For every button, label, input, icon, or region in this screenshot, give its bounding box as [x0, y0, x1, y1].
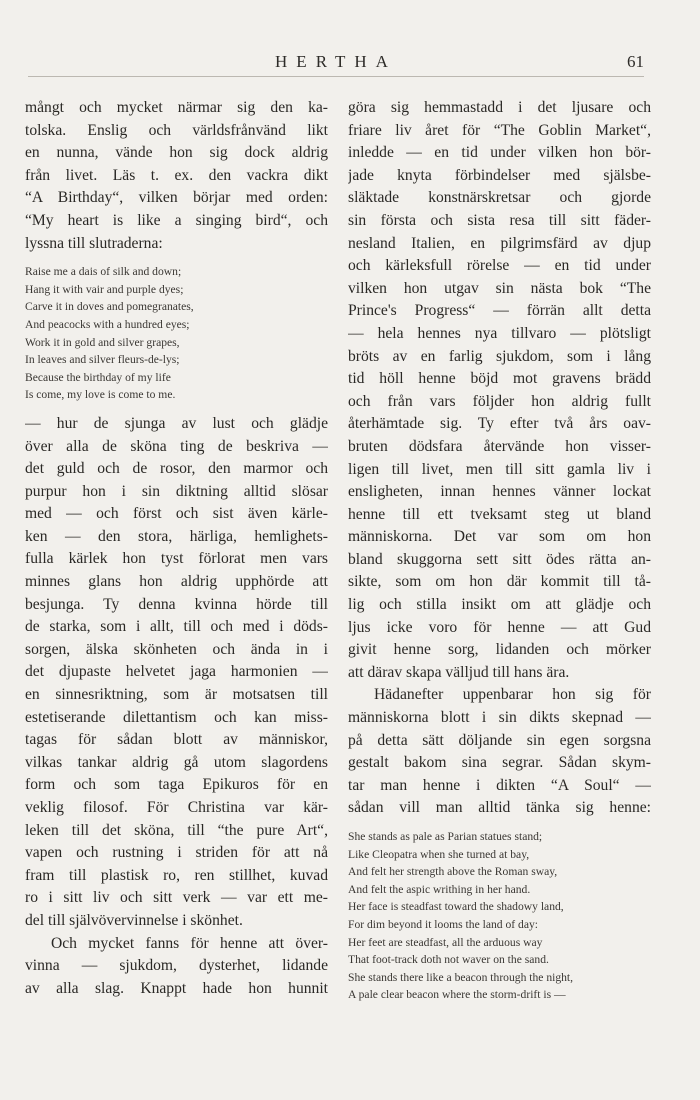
verse-line: And peacocks with a hundred eyes; — [25, 317, 190, 331]
text-line: en nunna, vände hon sig dock aldrig — [25, 144, 328, 162]
paragraph — [348, 684, 651, 820]
text-line: sikte, som om hon där kommit till tå- — [348, 573, 651, 591]
text-line: friare liv året för “The Goblin Market“, — [348, 121, 651, 139]
text-line: de starka, som i allt, till och med i döds- — [25, 618, 328, 636]
text-line: “My heart is like a singing bird“, och — [25, 211, 328, 229]
paragraph — [25, 933, 328, 1001]
text-line: sådan vill man alltid tänka sig henne: — [348, 799, 651, 817]
text-line: ken — den stora, härliga, hemlighets- — [25, 527, 328, 545]
text-line: lyssna till slutraderna: — [25, 234, 163, 252]
text-line: det guld och de rosor, den marmor och — [25, 460, 328, 478]
text-line: bland skuggorna sett sitt ödes rätta an- — [348, 550, 651, 568]
verse-line: Hang it with vair and purple dyes; — [25, 282, 184, 296]
text-line: vilkas tankar aldrig gå utom slagordens — [25, 753, 328, 771]
text-line: fram till plastisk ro, ren stillhet, kuvad — [25, 866, 328, 884]
page-header — [28, 52, 644, 76]
text-line: givit henne sorg, lidanden och mörker — [348, 641, 651, 659]
verse-line: A pale clear beacon where the storm-drift is — — [348, 988, 566, 1002]
text-line: tid höll henne böjd mot gravens brädd — [348, 370, 651, 388]
text-line: ensligheten, innan hennes vänner lockat — [348, 483, 651, 501]
verse-line: Work it in gold and silver grapes, — [25, 335, 180, 349]
text-line: — hela hennes nya tillvaro — plötsligt — [348, 324, 651, 342]
text-line: och kärleksfull rörelse — en tid under — [348, 257, 651, 275]
paragraph — [25, 97, 328, 255]
header-rule — [28, 76, 644, 77]
text-line: leken till det sköna, till “the pure Art“, — [25, 821, 328, 839]
text-line: på detta sätt döljande sin egen sorgsna — [348, 731, 651, 749]
text-line: tagas för sådan blott av människor, — [25, 731, 328, 749]
text-line: gestalt bakom sina segrar. Sådan skym- — [348, 754, 651, 772]
text-line: bruten dödsfara återvände hon visser- — [348, 437, 651, 455]
verse-line: In leaves and silver fleurs-de-lys; — [25, 353, 180, 367]
text-line: inledde — en tid under vilken hon bör- — [348, 144, 651, 162]
text-line: av alla slag. Knappt hade hon hunnit — [25, 979, 328, 997]
text-line: släktade konstnärskretsar och gjorde — [348, 189, 651, 207]
running-title: HERTHA — [275, 52, 397, 71]
text-line: tar man henne i dikten “A Soul“ — — [348, 776, 651, 794]
text-line: en sinnesriktning, som är motsatsen till — [25, 686, 328, 704]
text-line: det djupaste helvetet jaga harmonien — — [25, 663, 328, 681]
verse-line: Raise me a dais of silk and down; — [25, 265, 182, 279]
verse-line: And felt the aspic writhing in her hand. — [348, 882, 531, 896]
text-line: ro i sitt liv och sitt verk — var ett me- — [25, 889, 328, 907]
text-line: tolska. Enslig och världsfrånvänd likt — [25, 121, 328, 139]
text-line: “A Birthday“, vilken börjar med orden: — [25, 189, 328, 207]
verse-line: Her face is steadfast toward the shadowy land, — [348, 900, 564, 914]
text-line: purpur hon i sin diktning alltid slösar — [25, 482, 328, 500]
verse-line: She stands as pale as Parian statues stand; — [348, 830, 543, 843]
verse-line: And felt her strength above the Roman sway, — [348, 865, 558, 879]
left-column — [25, 97, 328, 1000]
text-line: människorna. Det var som om hon — [348, 528, 651, 546]
verse-line: Carve it in doves and pomegranates, — [25, 300, 194, 314]
text-line: veklig filosof. För Christina var kär- — [25, 799, 328, 816]
text-line: och från vars följder hon aldrig fullt — [348, 392, 651, 410]
text-line: sin första och sista resa till sitt fäder- — [348, 211, 651, 229]
paragraph — [25, 413, 328, 933]
verse-line: Because the birthday of my life — [25, 370, 171, 384]
text-line: bröts av en farlig sjukdom, som i lång — [348, 347, 651, 365]
text-line: lig och stilla insikt om att glädje och — [348, 596, 651, 614]
text-line: Prince's Progress“ — förrän allt detta — [348, 302, 651, 320]
verse-line: That foot-track doth not waver on the sand. — [348, 953, 549, 967]
text-line: att därav skapa välljud till hans ära. — [348, 663, 570, 681]
text-line: Hädanefter uppenbarar hon sig för — [374, 686, 651, 704]
text-line: del till självövervinnelse i skönhet. — [25, 911, 243, 929]
text-line: återhämtade sig. Ty efter två års oav- — [348, 415, 651, 433]
page-number: 61 — [627, 52, 644, 71]
text-line: — hur de sjunga av lust och glädje — [25, 414, 328, 432]
verse-block — [348, 828, 651, 1004]
text-line: ligen till livet, men till sitt gamla liv i — [348, 460, 651, 478]
right-column — [348, 97, 651, 1013]
text-line: från livet. Läs t. ex. den vackra dikt — [25, 166, 328, 184]
verse-line: Like Cleopatra when she turned at bay, — [348, 847, 530, 861]
text-line: estetiserande dilettantism och kan miss- — [25, 708, 328, 726]
text-line: henne till ett tveksamt steg ut bland — [348, 505, 651, 523]
text-line: vinna — sjukdom, dysterhet, lidande — [25, 957, 328, 975]
text-line: göra sig hemmastadd i det ljusare och — [348, 99, 651, 116]
text-line: över alla de sköna ting de beskriva — — [25, 437, 328, 455]
text-line: Och mycket fanns för henne att över- — [51, 934, 328, 952]
verse-line: Her feet are steadfast, all the arduous way — [348, 935, 543, 949]
text-line: jade knyta förbindelser med själsbe- — [348, 166, 651, 184]
text-line: vilken hon utgav sin nästa bok “The — [348, 279, 651, 297]
paragraph — [348, 97, 651, 684]
text-line: minnes glans hon aldrig upphörde att — [25, 573, 328, 591]
verse-line: Is come, my love is come to me. — [25, 388, 176, 402]
text-line: besjunga. Ty denna kvinna hörde till — [25, 595, 328, 613]
text-line: mångt och mycket närmar sig den ka- — [25, 99, 328, 116]
verse-line: She stands there like a beacon through the night, — [348, 970, 574, 984]
text-line: fulla kärlek hon tyst förlorat men vars — [25, 550, 328, 568]
text-line: nesland Italien, en pilgrimsfärd av djup — [348, 234, 651, 252]
verse-line: For dim beyond it looms the land of day: — [348, 917, 538, 931]
text-line: sorgen, älska skönheten och ända in i — [25, 640, 328, 658]
text-line: ljus icke voro för henne — att Gud — [348, 618, 651, 636]
verse-block — [25, 263, 328, 404]
text-line: med — och först och sist även kärle- — [25, 505, 328, 523]
text-line: form och som taga Epikuros för en — [25, 776, 328, 794]
text-line: vapen och rustning i striden för att nå — [25, 844, 328, 862]
text-line: människorna blott i sin dikts skepnad — — [348, 709, 651, 727]
